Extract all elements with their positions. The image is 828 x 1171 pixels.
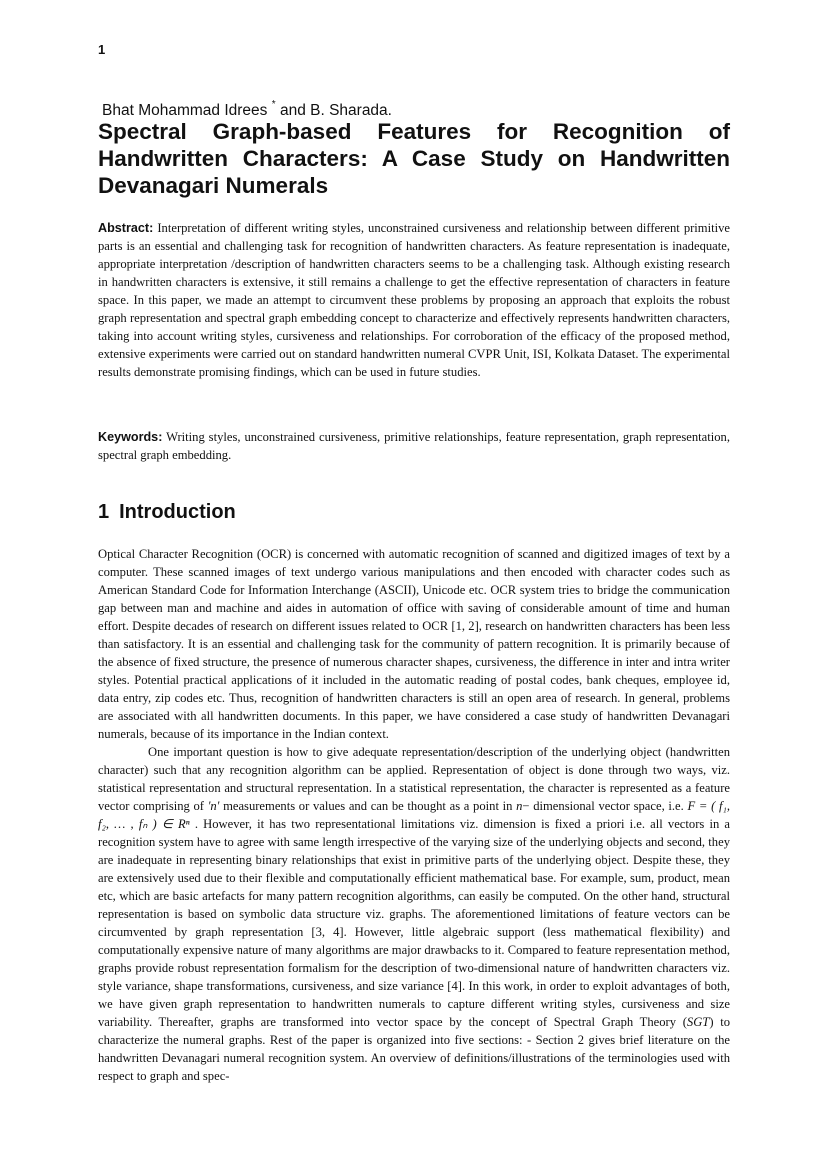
intro-p2-part-c: − dimensional vector space, i.e. — [522, 799, 684, 813]
keywords-label: Keywords: — [98, 430, 163, 444]
title-line-1: Spectral Graph-based Features for Recognition of — [98, 119, 730, 144]
author-names-1: Bhat Mohammad Idrees — [102, 102, 268, 120]
intro-paragraph-2 — [98, 743, 730, 1085]
intro-p2-part-a: One important question is how to give adequate representation/description of the underlying object (handwritten character) such that any recognition algorithm can be applied. Representation of object is done through two ways, viz. statistical representation and structural representation. In a statistical representation, the character is represented as a feature vector comprising of — [98, 745, 730, 813]
abstract-paragraph — [98, 219, 730, 381]
abstract-label: Abstract: — [98, 221, 154, 235]
keywords-text: Writing styles, unconstrained cursiveness, primitive relationships, feature representation, graph representation, spectral graph embedding. — [98, 430, 731, 462]
page-number: 1 — [98, 42, 106, 57]
abstract-text: Interpretation of different writing styles, unconstrained cursiveness and relationship between different primitive parts is an essential and challenging task for recognition of handwritten characters. As feature representation is inadequate, appropriate interpretation /description of handwritten characters seems to be a challenging task. Although existing research in handwritten characters is extensive, it still remains a challenge to get the effective representation of characters in feature space. In this paper, we made an attempt to circumvent these problems by proposing an approach that exploits the robust graph representation and spectral graph embedding concept to characterize and effectively represents handwritten characters, taking into account writing styles, cursiveness and relationships. For corroboration of the efficacy of the proposed method, extensive experiments were carried out on standard handwritten numeral CVPR Unit, ISI, Kolkata Dataset. The experimental results demonstrate promising findings, which can be used in future studies. — [98, 221, 730, 379]
feature-vector-formula: F = ( f₁, f₂, … , fₙ ) ∈ Rⁿ — [98, 799, 730, 831]
intro-p2-part-e: ) to characterize the numeral graphs. Rest of the paper is organized into five sections: - Section 2 gives brief literature on the handwritten Devanagari numeral recognition system. An overview of definitions/illustrations of the terminologies used with respect to graph and spec- — [98, 1015, 730, 1083]
section-heading — [98, 501, 236, 524]
paper-title — [98, 118, 730, 199]
keywords-paragraph — [98, 428, 730, 464]
section-number: 1 — [98, 501, 110, 523]
author-names-2: and B. Sharada. — [279, 102, 392, 120]
intro-p2-part-d: . However, it has two representational limitations viz. dimension is fixed a priori i.e. all vectors in a recognition system have to agree with same length irrespective of the varying size of the underlying objects and second, they are inadequate in representing binary relationships that exist in primitive parts of the underlying object. Despite these, they are extensively used due to their flexible and computationally efficient mathematical base. For example, sum, product, mean etc, which are basic artefacts for many pattern recognition algorithms, can easily be computed. On the other hand, structural representation is based on symbolic data structure viz. graphs. The aforementioned limitations of feature vectors can be circumvented by graph representation [3, 4]. However, little algebraic support (less mathematical flexibility) and computationally expensive nature of many algorithms are major drawbacks to it. Compared to feature representation method, graphs provide robust representation formalism for the description of two-dimensional nature of handwritten characters viz. style variance, shape transformations, cursiveness, and size variance [4]. In this work, in order to exploit advantages of both, we have given graph representation to handwritten numerals to capture different writing styles, cursiveness and size variability. Thereafter, graphs are transformed into vector space by the concept of Spectral Graph Theory ( — [98, 817, 730, 1029]
n-symbol: n — [516, 799, 523, 813]
corresponding-author-mark: * — [271, 99, 276, 110]
intro-paragraph-1: Optical Character Recognition (OCR) is concerned with automatic recognition of scanned and digitized images of text by a computer. These scanned images of text undergo various manipulations and then encoded with character codes such as American Standard Code for Information Interchange (ASCII), Unicode etc. OCR system tries to bridge the communication gap between man and machine and aides in automation of office with saving of considerable amount of time and human effort. Despite decades of research on different issues related to OCR [1, 2], research on handwritten characters has been less than satisfactory. It is an essential and challenging task for the community of pattern recognition. It is primarily because of the absence of fixed structure, the presence of numerous character shapes, cursiveness, the difference in inter and intra writer styles. Potential practical applications of it included in the automatic reading of postal codes, bank cheques, employee id, data entry, zip codes etc. Thus, recognition of handwritten characters is still an open area of research. In general, problems are associated with all handwritten documents. In this paper, we have considered a case study of handwritten Devanagari numerals, because of its importance in the Indian context. — [98, 547, 730, 741]
sgt-abbrev: SGT — [686, 1015, 710, 1029]
n-quote: 'n' — [207, 799, 220, 813]
title-line-3: Devanagari Numerals — [98, 173, 329, 198]
intro-p2-part-b: measurements or values and can be thought as a point in — [223, 799, 513, 813]
section-title: Introduction — [119, 501, 236, 523]
title-line-2: Handwritten Characters: A Case Study on Handwritten — [98, 146, 730, 171]
